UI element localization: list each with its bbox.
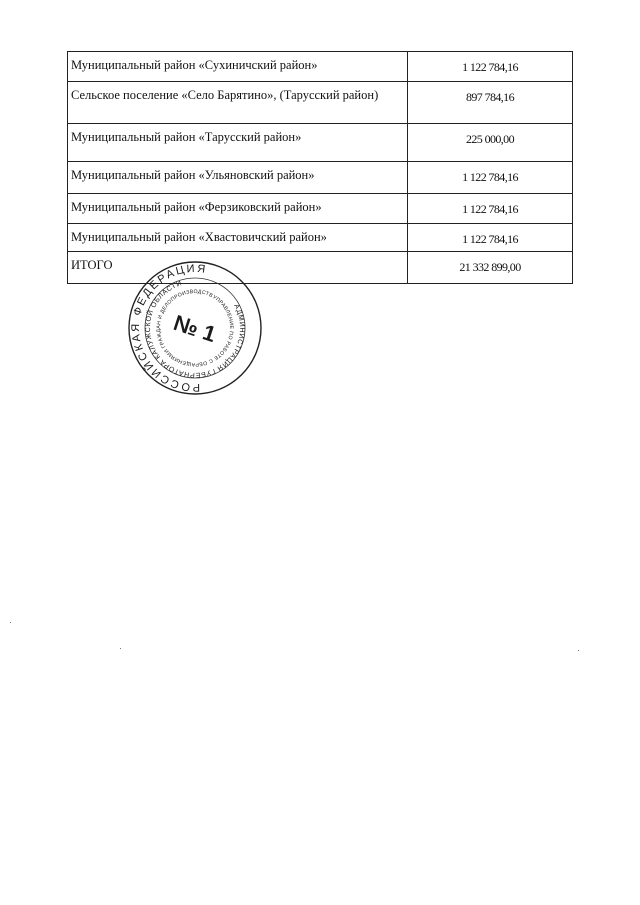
amount-value: 897 784,16	[408, 82, 573, 124]
amount-value: 1 122 784,16	[408, 52, 573, 82]
amount-value: 225 000,00	[408, 124, 573, 162]
table-row	[68, 52, 573, 82]
official-stamp	[125, 258, 265, 398]
table-row	[68, 224, 573, 252]
district-name: Муниципальный район «Ферзиковский район»	[68, 194, 408, 224]
district-name: Муниципальный район «Сухиничский район»	[68, 52, 408, 82]
table-row	[68, 124, 573, 162]
district-name: Муниципальный район «Хвастовичский район»	[68, 224, 408, 252]
district-name: Муниципальный район «Тарусский район»	[68, 124, 408, 162]
stamp-outer-text: РОССИЙСКАЯ ФЕДЕРАЦИЯ	[129, 262, 209, 394]
scan-speck	[120, 648, 121, 649]
amount-value: 1 122 784,16	[408, 162, 573, 194]
table-row	[68, 194, 573, 224]
amount-value: 1 122 784,16	[408, 224, 573, 252]
total-label: ИТОГО	[68, 252, 408, 284]
table-row	[68, 162, 573, 194]
district-name: Сельское поселение «Село Барятино», (Тарусский район)	[68, 82, 408, 124]
table-row	[68, 82, 573, 124]
total-amount: 21 332 899,00	[408, 252, 573, 284]
amount-value: 1 122 784,16	[408, 194, 573, 224]
scan-speck	[10, 622, 11, 623]
district-name: Муниципальный район «Ульяновский район»	[68, 162, 408, 194]
scan-speck	[578, 650, 579, 651]
stamp-ring-text: АДМИНИСТРАЦИЯ ГУБЕРНАТОРА КАЛУЖСКОЙ ОБЛАСТИ	[144, 279, 246, 379]
allocation-table	[67, 51, 573, 284]
stamp-center-number: № 1	[170, 309, 220, 347]
stamp-inner-text: УПРАВЛЕНИЕ ПО РАБОТЕ С ОБРАЩЕНИЯМИ ГРАЖДАН И ДЕЛОПРОИЗВОДСТВА	[155, 288, 235, 368]
